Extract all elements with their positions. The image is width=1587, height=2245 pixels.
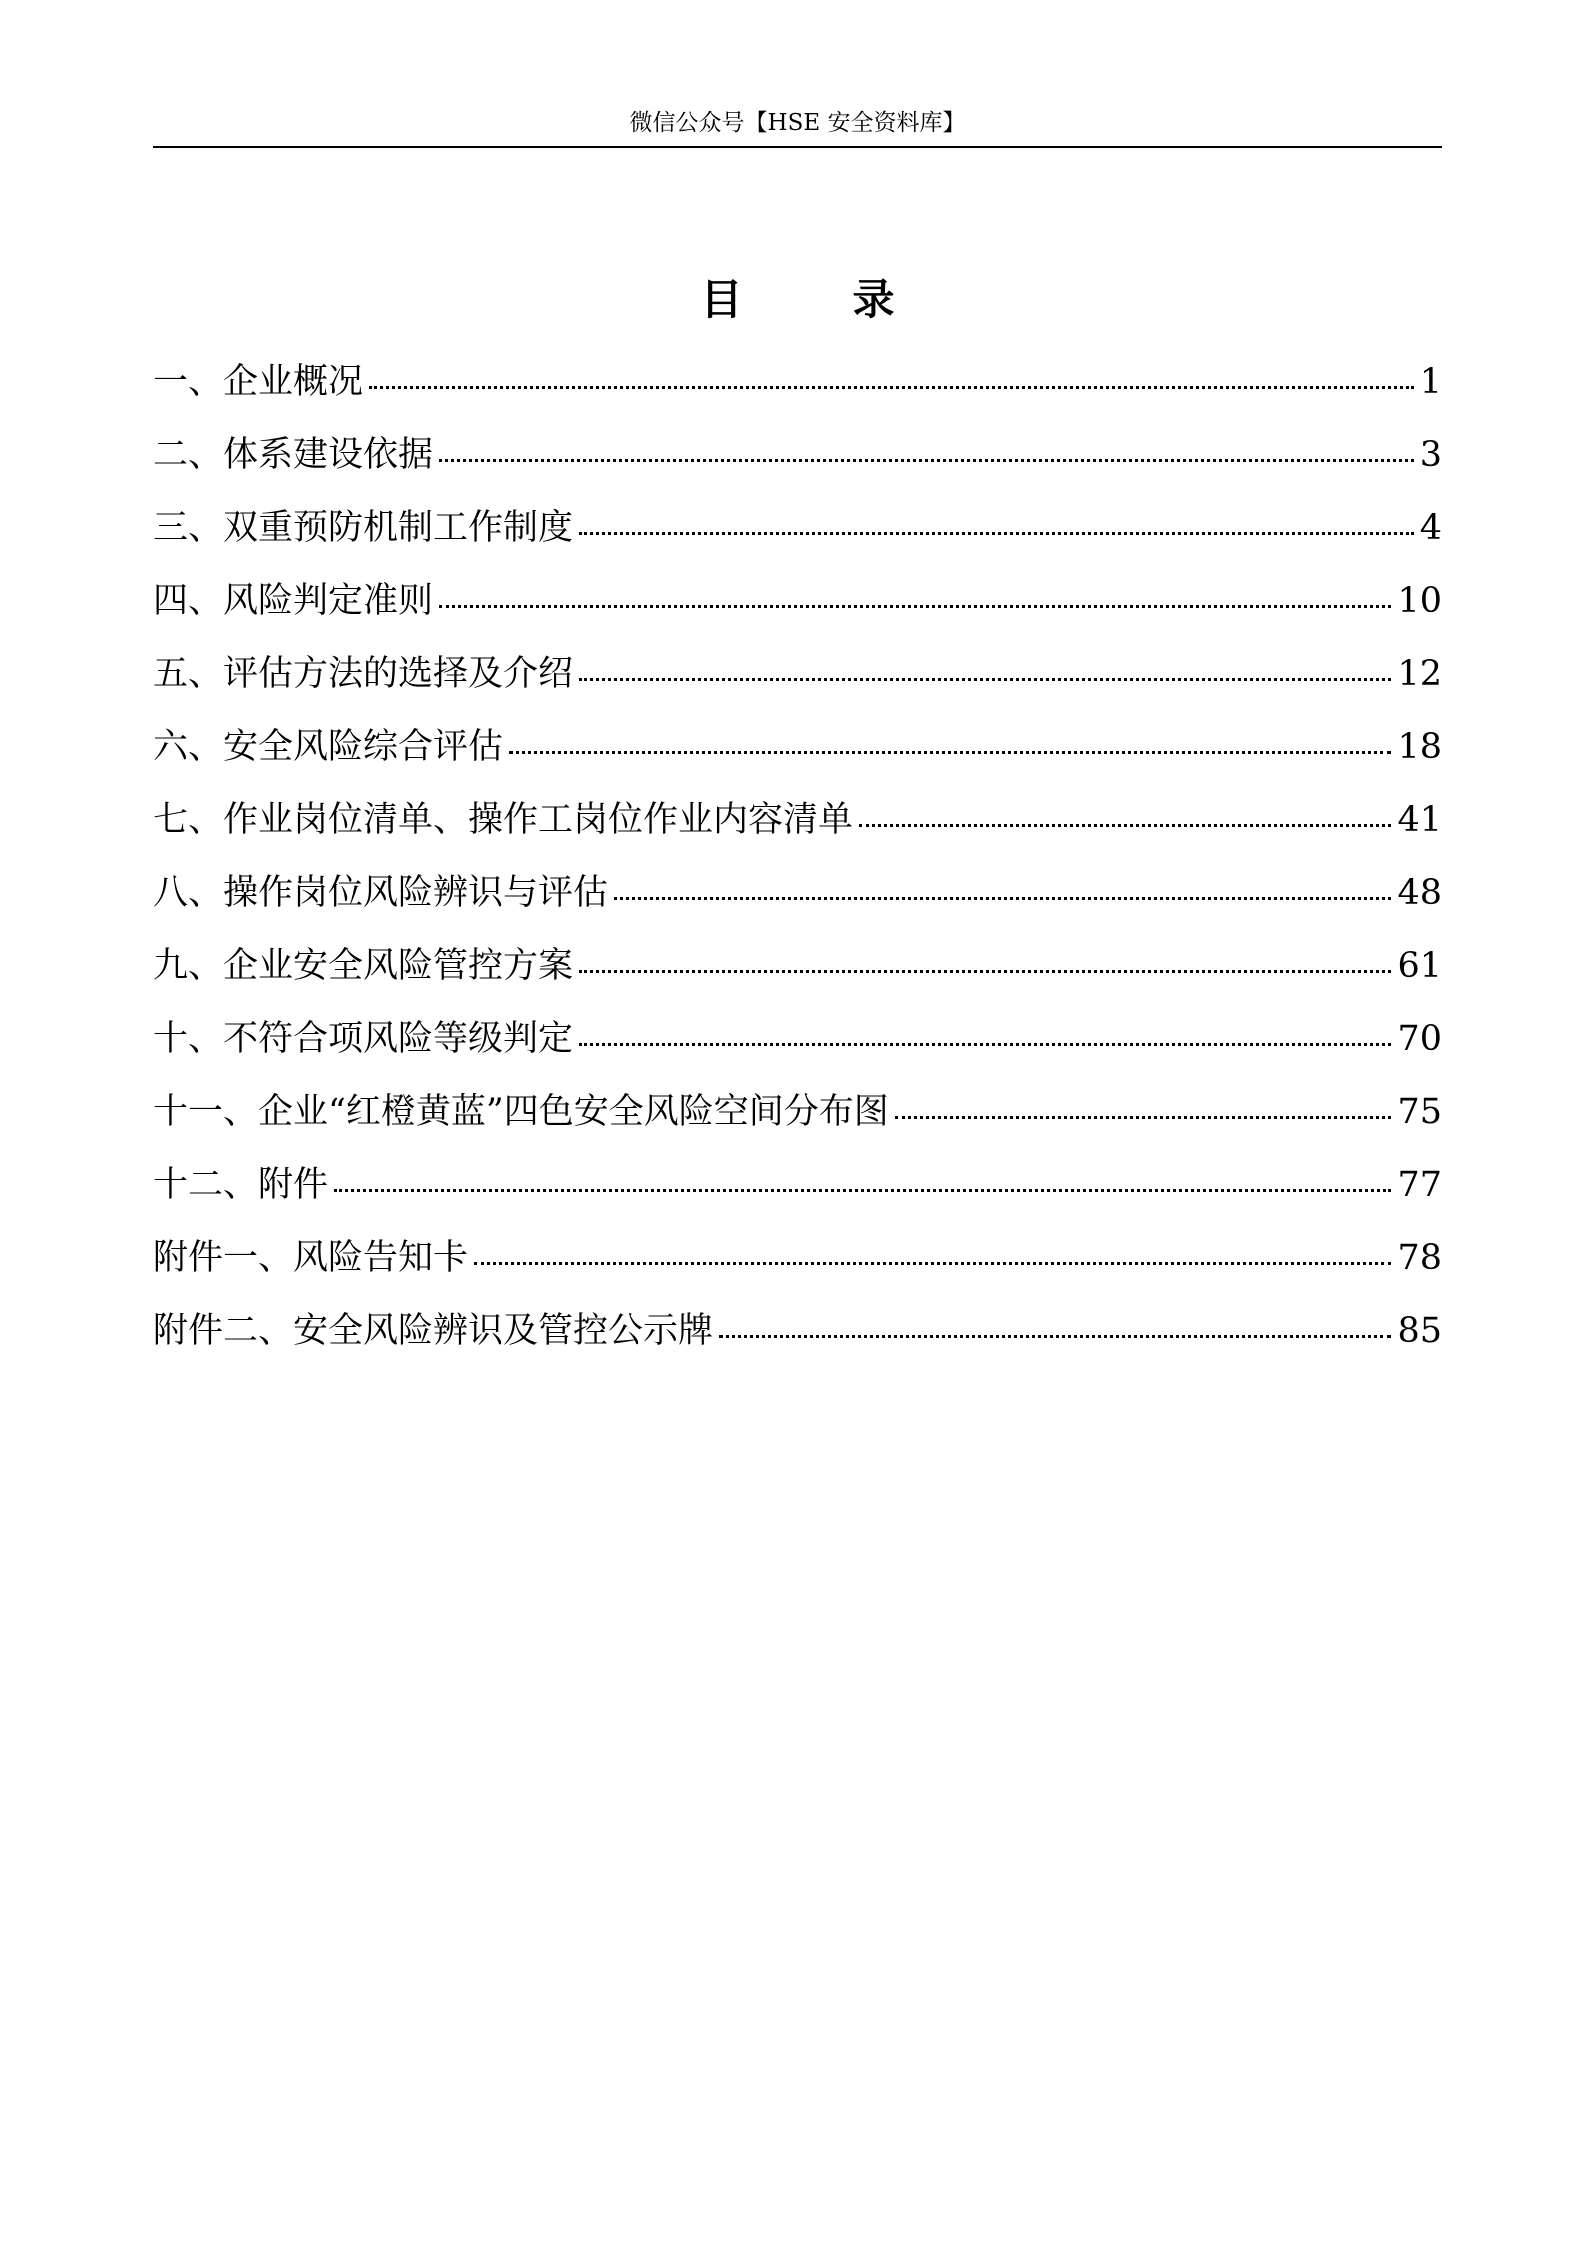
toc-entry[interactable] bbox=[153, 1305, 1442, 1378]
toc-entry-page: 4 bbox=[1419, 508, 1442, 548]
toc-dot-leader bbox=[439, 459, 1414, 462]
toc-entry-label: 十二、附件 bbox=[153, 1165, 329, 1205]
toc-dot-leader bbox=[509, 751, 1391, 754]
toc-entry[interactable] bbox=[153, 1232, 1442, 1305]
toc-entry[interactable] bbox=[153, 429, 1442, 502]
toc-entry-label: 八、操作岗位风险辨识与评估 bbox=[153, 873, 609, 913]
toc-entry[interactable] bbox=[153, 1013, 1442, 1086]
toc-entry-page: 48 bbox=[1397, 873, 1442, 913]
page-header: 微信公众号【HSE 安全资料库】 bbox=[629, 110, 966, 136]
toc-entry-page: 77 bbox=[1397, 1165, 1442, 1205]
toc-title bbox=[153, 272, 1442, 328]
toc-entry-label: 附件二、安全风险辨识及管控公示牌 bbox=[153, 1311, 714, 1351]
toc-entry-page: 75 bbox=[1397, 1092, 1442, 1132]
toc-entry-label: 四、风险判定准则 bbox=[153, 581, 434, 621]
toc-dot-leader bbox=[474, 1262, 1391, 1265]
toc-list bbox=[153, 356, 1442, 1378]
toc-entry[interactable] bbox=[153, 575, 1442, 648]
toc-entry-page: 12 bbox=[1397, 654, 1442, 694]
toc-entry-label: 九、企业安全风险管控方案 bbox=[153, 946, 574, 986]
toc-entry-label: 五、评估方法的选择及介绍 bbox=[153, 654, 574, 694]
toc-entry-page: 3 bbox=[1419, 435, 1442, 475]
toc-dot-leader bbox=[719, 1335, 1391, 1338]
toc-entry-page: 78 bbox=[1397, 1238, 1442, 1278]
toc-entry-label: 附件一、风险告知卡 bbox=[153, 1238, 469, 1278]
toc-entry-page: 1 bbox=[1419, 362, 1442, 402]
toc-dot-leader bbox=[859, 824, 1391, 827]
toc-entry-page: 61 bbox=[1397, 946, 1442, 986]
toc-entry[interactable] bbox=[153, 940, 1442, 1013]
toc-entry-label: 十一、企业“红橙黄蓝”四色安全风险空间分布图 bbox=[153, 1092, 889, 1132]
toc-entry[interactable] bbox=[153, 648, 1442, 721]
toc-entry-label: 二、体系建设依据 bbox=[153, 435, 434, 475]
toc-entry-page: 18 bbox=[1397, 727, 1442, 767]
toc-entry[interactable] bbox=[153, 502, 1442, 575]
toc-dot-leader bbox=[334, 1189, 1391, 1192]
toc-entry[interactable] bbox=[153, 356, 1442, 429]
toc-entry[interactable] bbox=[153, 794, 1442, 867]
toc-dot-leader bbox=[579, 532, 1414, 535]
toc-entry-label: 一、企业概况 bbox=[153, 362, 364, 402]
toc-dot-leader bbox=[614, 897, 1391, 900]
toc-title-left: 目 bbox=[700, 275, 743, 324]
toc-dot-leader bbox=[579, 1043, 1391, 1046]
toc-entry-page: 70 bbox=[1397, 1019, 1442, 1059]
toc-entry-label: 十、不符合项风险等级判定 bbox=[153, 1019, 574, 1059]
header-divider bbox=[153, 146, 1442, 148]
toc-entry[interactable] bbox=[153, 721, 1442, 794]
toc-entry[interactable] bbox=[153, 867, 1442, 940]
toc-dot-leader bbox=[579, 678, 1391, 681]
toc-dot-leader bbox=[579, 970, 1391, 973]
toc-entry-label: 七、作业岗位清单、操作工岗位作业内容清单 bbox=[153, 800, 854, 840]
toc-entry-label: 六、安全风险综合评估 bbox=[153, 727, 504, 767]
toc-dot-leader bbox=[439, 605, 1391, 608]
toc-dot-leader bbox=[369, 386, 1414, 389]
toc-entry[interactable] bbox=[153, 1086, 1442, 1159]
toc-entry-label: 三、双重预防机制工作制度 bbox=[153, 508, 574, 548]
toc-title-right: 录 bbox=[852, 275, 895, 324]
toc-entry-page: 85 bbox=[1397, 1311, 1442, 1351]
toc-dot-leader bbox=[895, 1116, 1392, 1119]
toc-entry-page: 41 bbox=[1397, 800, 1442, 840]
toc-entry-page: 10 bbox=[1397, 581, 1442, 621]
toc-entry[interactable] bbox=[153, 1159, 1442, 1232]
